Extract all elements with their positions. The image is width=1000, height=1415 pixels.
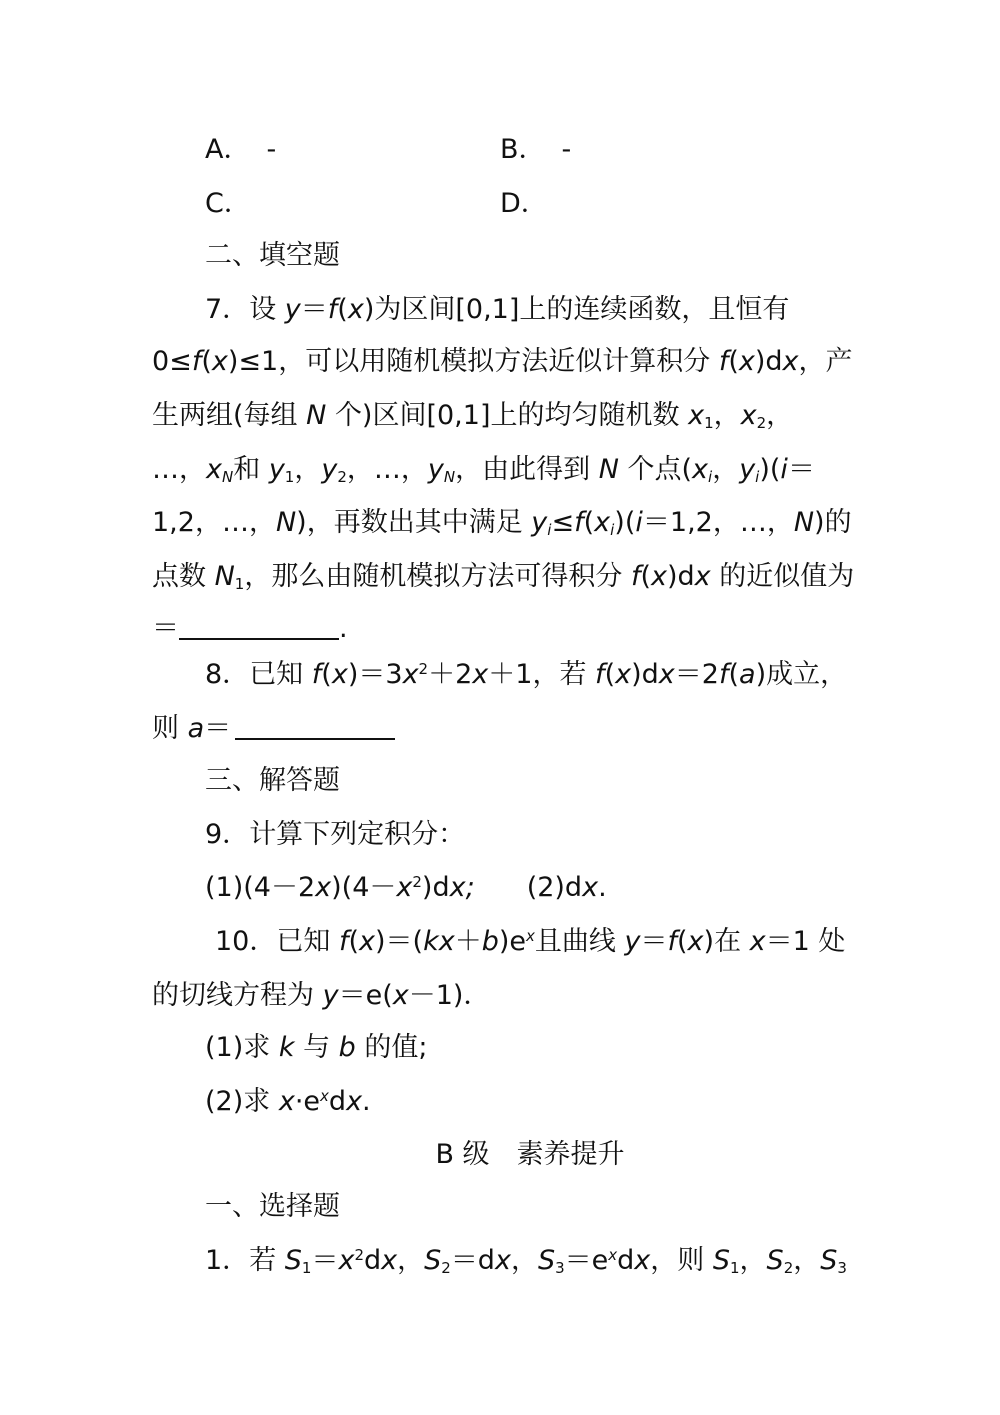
q9-title: 9．计算下列定积分：	[205, 819, 466, 850]
option-label: B．	[500, 134, 546, 165]
b1-line-1: 1．若 $S_1=x^2dx$，$S_2=dx$，$S_3=e^xdx$，则 $S_1$，$S_2$，$S_3$	[205, 1245, 847, 1277]
q7-line-5: 1,2，…，N)，再数出其中满足 $y_i\le f(x_i)(i=1,2$，…，N)的	[152, 507, 852, 539]
option-label: D．	[500, 188, 548, 219]
q10-line-1: 10．已知 $f(x)=(kx+b)e^x$且曲线 y＝f(x)在 x＝1 处	[215, 926, 846, 957]
option-b	[500, 132, 571, 168]
q7-line-2: 0≤f(x)≤1，可以用随机模拟方法近似计算积分 f(x)dx，产	[152, 346, 853, 377]
q9-parts: $(1)(4-2x)(4-x^2)dx$; (2)dx.	[205, 872, 607, 903]
section-answer: 三、解答题	[205, 765, 340, 796]
answer-blank	[179, 637, 339, 640]
q7-line-6: 点数 $N_1$，那么由随机模拟方法可得积分 f(x)dx 的近似值为	[152, 561, 855, 593]
q8-line-2: 则 a＝	[152, 711, 395, 747]
option-value: -	[266, 134, 277, 165]
option-d	[500, 186, 548, 222]
q7-line-4: …，$x_N$和 $y_1$，$y_2$，…，$y_N$，由此得到 N 个点($x_i$，$y_i)(i=$	[152, 454, 815, 486]
option-value: -	[561, 134, 572, 165]
option-label: A．	[205, 134, 251, 165]
q10-sub-2: (2)求 $x\cdot e^xdx$.	[205, 1086, 371, 1117]
option-a	[205, 132, 276, 168]
q7-line-7: ＝ .	[152, 613, 348, 644]
q7-line-1: 7．设 y＝f(x)为区间[0,1]上的连续函数，且恒有	[205, 294, 790, 325]
level-b-heading: B 级 素养提升	[435, 1139, 625, 1170]
q10-sub-1: (1)求 k 与 b 的值;	[205, 1032, 428, 1063]
option-c	[205, 186, 251, 222]
q10-line-2: 的切线方程为 y＝e(x－1)．	[152, 980, 491, 1011]
option-label: C．	[205, 188, 251, 219]
section-fill-in: 二、填空题	[205, 240, 340, 271]
answer-blank	[235, 737, 395, 740]
section-choice: 一、选择题	[205, 1191, 340, 1222]
q7-line-3: 生两组(每组 N 个)区间[0,1]上的均匀随机数 $x_1$，$x_2$，	[152, 400, 794, 432]
q8-line-1: 8．已知 $f(x)=3x^2+2x+1$，若 f(x)dx＝2f(a)成立，	[205, 659, 848, 690]
